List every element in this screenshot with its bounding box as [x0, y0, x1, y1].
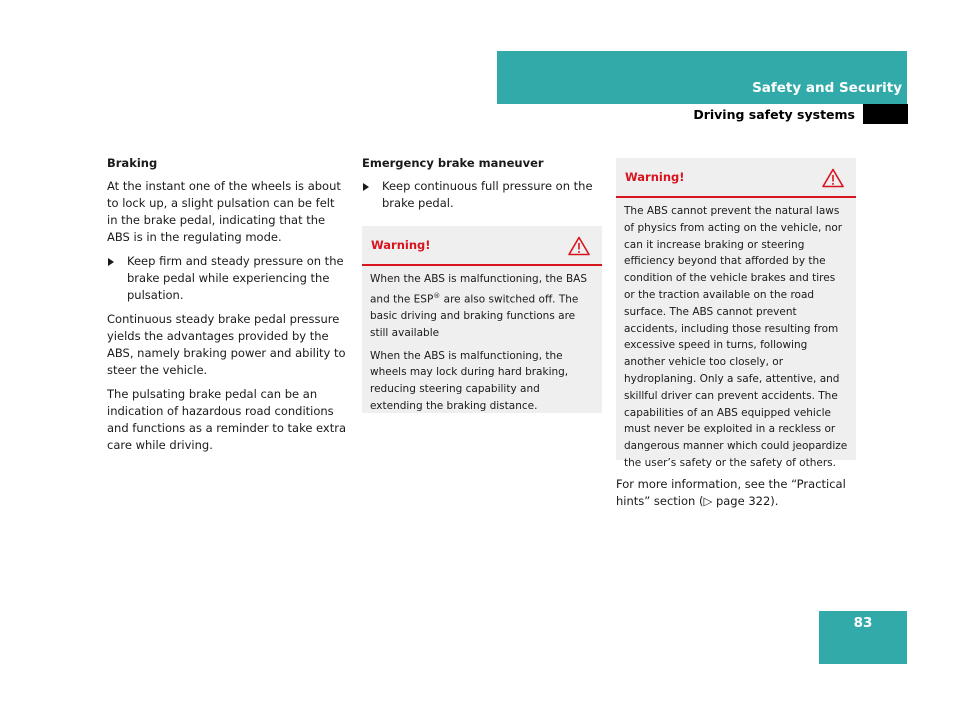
- warning-box-abs-malfunction: [362, 226, 602, 413]
- warning-label: Warning!: [625, 170, 685, 184]
- warning-box-abs-limits: [616, 158, 856, 469]
- braking-bullet: [107, 253, 347, 304]
- emergency-heading: Emergency brake maneuver: [362, 156, 544, 170]
- bullet-arrow-icon: [363, 183, 369, 191]
- emergency-bullet: [362, 178, 602, 212]
- braking-paragraph-1: At the instant one of the wheels is about to lock up, a slight pulsation can be felt in the brake pedal, indicating that the ABS is in the regulating mode.: [107, 179, 341, 244]
- section-tab-marker: [863, 104, 908, 124]
- subsection-title: Driving safety systems: [693, 107, 855, 122]
- braking-paragraph-3: The pulsating brake pedal can be an indication of hazardous road conditions and functions as a reminder to take extra care while driving.: [107, 387, 347, 452]
- warning-paragraph-2: When the ABS is malfunctioning, the wheels may lock during hard braking, reducing steering capability and extending the braking distance.: [370, 349, 569, 413]
- braking-bullet-text: Keep firm and steady pressure on the brake pedal while experiencing the pulsation.: [127, 254, 344, 302]
- page-number-box: [819, 611, 907, 664]
- braking-paragraph-2: Continuous steady brake pedal pressure yields the advantages provided by the ABS, namely braking power and ability to steer the vehicle.: [107, 312, 346, 377]
- column-emergency: [362, 155, 602, 413]
- warning-paragraph-1: The ABS cannot prevent the natural laws of physics from acting on the vehicle, nor can it increase braking or steering efficiency beyond that afforded by the condition of the vehicle brakes and tires or the traction available on the road surface. The ABS cannot prevent accidents, including those resulting from excessive speed in turns, following another vehicle too closely, or hydroplaning. Only a safe, attentive, and skillful driver can prevent accidents. The capabilities of an ABS equipped vehicle must never be exploited in a reckless or dangerous manner which could jeopardize the user’s safety or the safety of others.: [624, 205, 848, 469]
- column-abs-limits: [616, 155, 856, 517]
- braking-heading: Braking: [107, 156, 158, 170]
- column-braking: [107, 155, 347, 461]
- emergency-bullet-text: Keep continuous full pressure on the brake pedal.: [382, 179, 593, 210]
- section-title: Safety and Security: [752, 80, 902, 96]
- page-number: 83: [853, 615, 873, 631]
- warning-paragraph-1: When the ABS is malfunctioning, the BAS and the ESP® are also switched off. The basic driving and braking functions are still available: [370, 273, 587, 339]
- warning-triangle-icon: [568, 236, 590, 256]
- more-info-reference[interactable]: For more information, see the “Practical hints” section (▷ page 322).: [616, 477, 846, 508]
- header-band: [497, 51, 907, 104]
- warning-header: [362, 226, 602, 266]
- warning-header: [616, 158, 856, 198]
- warning-label: Warning!: [371, 238, 431, 252]
- warning-triangle-icon: [822, 168, 844, 188]
- bullet-arrow-icon: [108, 258, 114, 266]
